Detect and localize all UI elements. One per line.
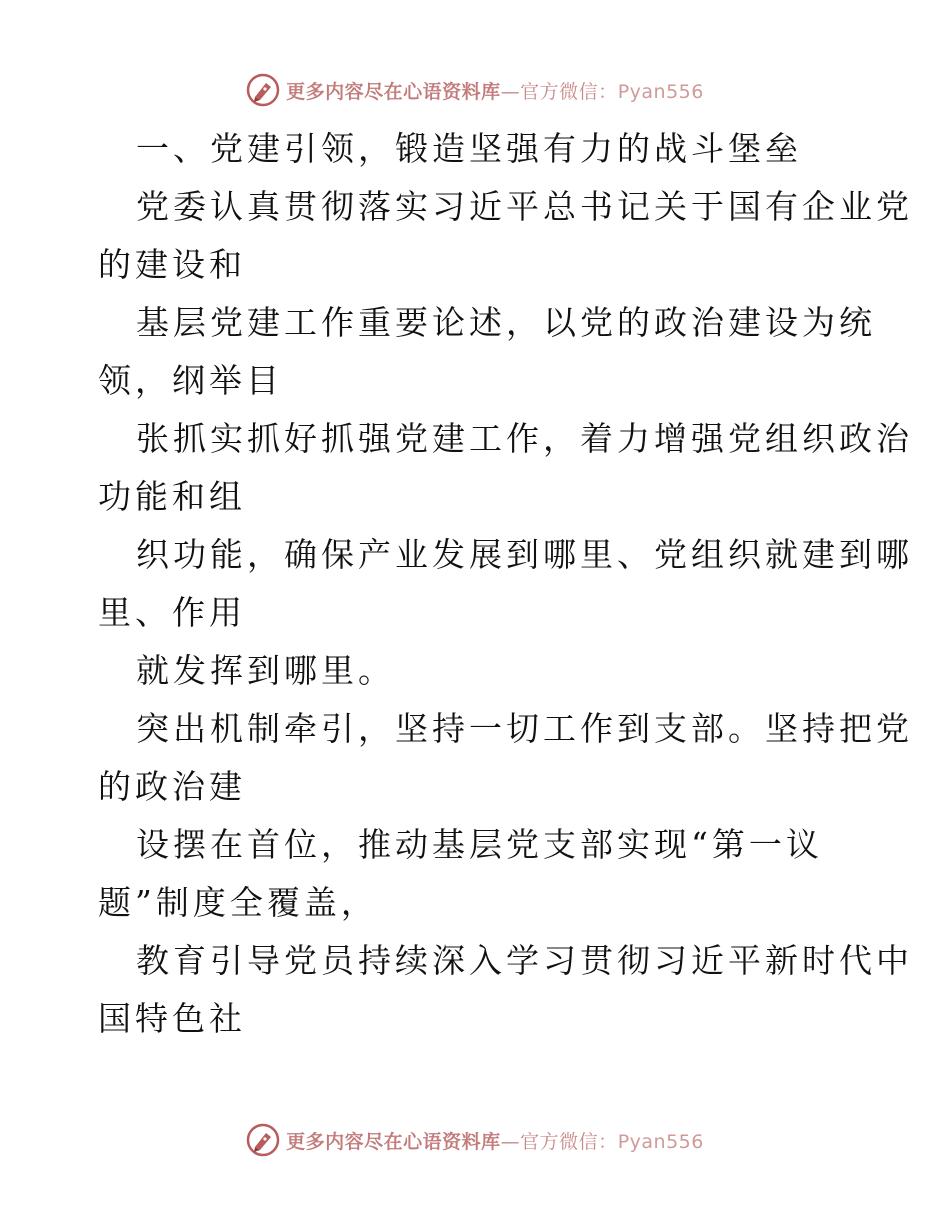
footer-watermark bbox=[0, 1120, 950, 1160]
pen-nib-logo-icon bbox=[246, 1123, 280, 1157]
text-line: 设摆在首位，推动基层党支部实现“第一议 bbox=[136, 825, 823, 864]
watermark-site: 更多内容尽在心语资料库 bbox=[286, 80, 501, 103]
text-line: 党委认真贯彻落实习近平总书记关于国有企业党 bbox=[136, 187, 913, 226]
watermark-wechat-id: Pyan556 bbox=[617, 1130, 704, 1153]
watermark-separator: — bbox=[500, 80, 521, 103]
text-line: 就发挥到哪里。 bbox=[136, 651, 395, 690]
text-line: 里、作用 bbox=[98, 593, 246, 632]
text-line: 织功能，确保产业发展到哪里、党组织就建到哪 bbox=[136, 535, 913, 574]
text-line: 教育引导党员持续深入学习贯彻习近平新时代中 bbox=[136, 941, 913, 980]
text-line: 的政治建 bbox=[98, 767, 246, 806]
text-line: 一、党建引领，锻造坚强有力的战斗堡垒 bbox=[136, 129, 802, 168]
watermark-site: 更多内容尽在心语资料库 bbox=[286, 1130, 501, 1153]
watermark-separator: — bbox=[500, 1130, 521, 1153]
text-line: 的建设和 bbox=[98, 245, 246, 284]
text-line: 张抓实抓好抓强党建工作，着力增强党组织政治 bbox=[136, 419, 913, 458]
text-line: 国特色社 bbox=[98, 999, 246, 1038]
pen-nib-logo-icon bbox=[246, 73, 280, 107]
text-line: 领，纲举目 bbox=[98, 361, 283, 400]
text-line: 功能和组 bbox=[98, 477, 246, 516]
watermark-wechat-label: 官方微信： bbox=[520, 1130, 618, 1153]
watermark-wechat-label: 官方微信： bbox=[520, 80, 618, 103]
text-line: 突出机制牵引，坚持一切工作到支部。坚持把党 bbox=[136, 709, 913, 748]
document-body bbox=[98, 120, 913, 1048]
header-watermark bbox=[0, 70, 950, 110]
text-line: 基层党建工作重要论述，以党的政治建设为统 bbox=[136, 303, 876, 342]
watermark-wechat-id: Pyan556 bbox=[617, 80, 704, 103]
text-line: 题”制度全覆盖， bbox=[98, 883, 378, 922]
